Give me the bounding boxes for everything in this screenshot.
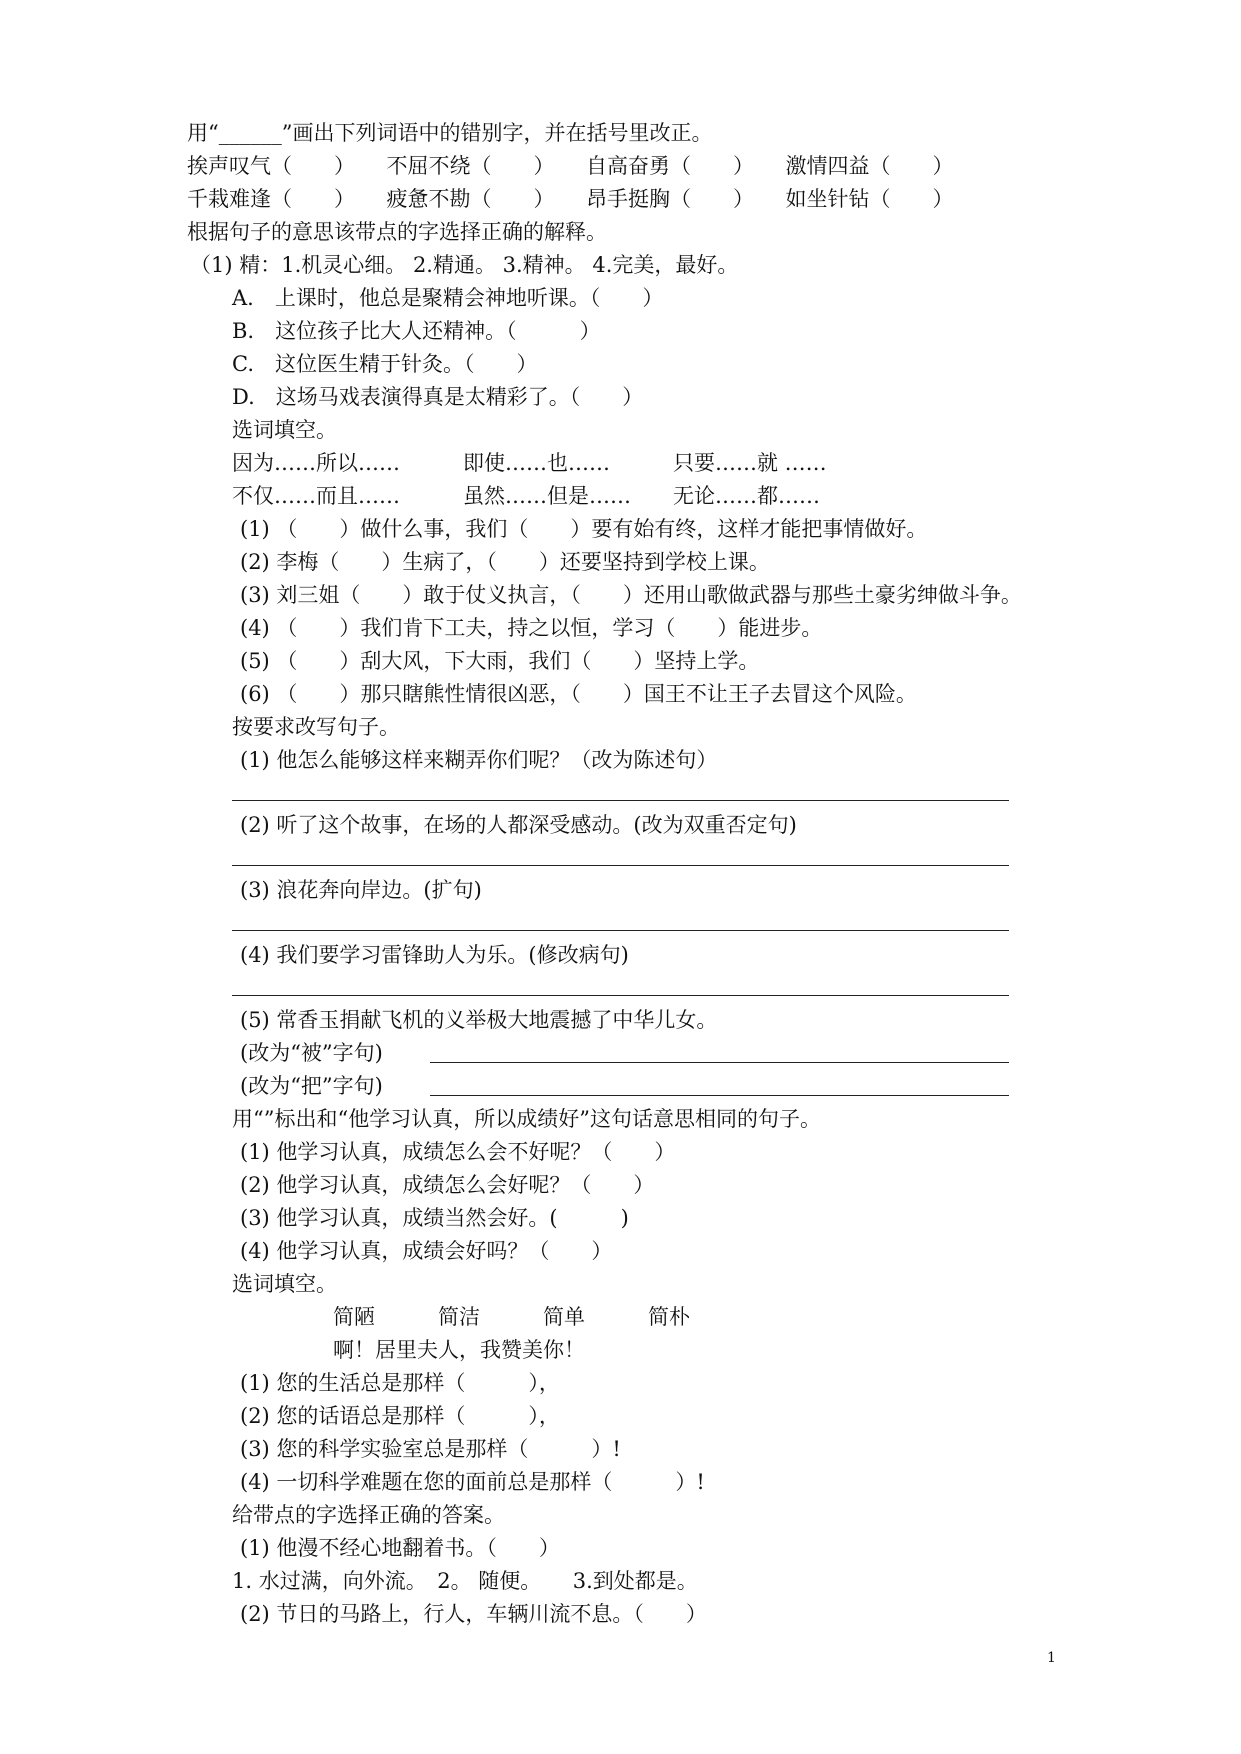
typo-words-row-1: 挨声叹气（ ） 不屈不绕（ ） 自高奋勇（ ） 激情四益（ ） bbox=[187, 154, 954, 178]
rewrite-item-4: (4) 我们要学习雷锋助人为乐。(修改病句) bbox=[240, 943, 629, 967]
instruction-fill-words: 选词填空。 bbox=[232, 418, 337, 442]
poem-item-2: (2) 您的话语总是那样（ ）， bbox=[240, 1404, 560, 1428]
fill-item-5: (5) （ ）刮大风，下大雨，我们（ ）坚持上学。 bbox=[240, 649, 760, 673]
same-meaning-1: (1) 他学习认真，成绩怎么会不好呢？（ ） bbox=[240, 1140, 676, 1164]
dotted-item-1: (1) 他漫不经心地翻着书。（ ） bbox=[240, 1536, 560, 1560]
meaning-option-c: C. 这位医生精于针灸。（ ） bbox=[232, 352, 538, 376]
fill-item-3: (3) 刘三姐（ ）敢于仗义执言，（ ）还用山歌做武器与那些土豪劣绅做斗争。 bbox=[240, 583, 1022, 607]
fill-item-2: (2) 李梅（ ）生病了，（ ）还要坚持到学校上课。 bbox=[240, 550, 770, 574]
instruction-dotted-char: 给带点的字选择正确的答案。 bbox=[232, 1503, 505, 1527]
meaning-definitions: （1) 精：1.机灵心细。 2.精通。 3.精神。 4.完美，最好。 bbox=[190, 253, 739, 277]
answer-line-ba bbox=[430, 1095, 1009, 1096]
instruction-meaning: 根据句子的意思该带点的字选择正确的解释。 bbox=[187, 220, 607, 244]
same-meaning-3: (3) 他学习认真，成绩当然会好。( ) bbox=[240, 1206, 629, 1230]
instruction-rewrite: 按要求改写句子。 bbox=[232, 715, 400, 739]
instruction-same-meaning: 用“”标出和“他学习认真，所以成绩好”这句话意思相同的句子。 bbox=[232, 1107, 821, 1131]
same-meaning-4: (4) 他学习认真，成绩会好吗？（ ） bbox=[240, 1239, 613, 1263]
rewrite-item-3: (3) 浪花奔向岸边。(扩句) bbox=[240, 878, 482, 902]
fill-item-4: (4) （ ）我们肯下工夫，持之以恒，学习（ ）能进步。 bbox=[240, 616, 823, 640]
dotted-item-2: (2) 节日的马路上，行人，车辆川流不息。（ ） bbox=[240, 1602, 707, 1626]
answer-line-2 bbox=[232, 865, 1009, 866]
instruction-typo-correction: 用“______”画出下列词语中的错别字，并在括号里改正。 bbox=[187, 121, 713, 145]
conjunction-options-row-1: 因为……所以…… 即使……也…… 只要……就 …… bbox=[232, 451, 827, 475]
answer-line-4 bbox=[232, 995, 1009, 996]
instruction-fill-words-2: 选词填空。 bbox=[232, 1272, 337, 1296]
answer-line-passive bbox=[430, 1062, 1009, 1063]
conjunction-options-row-2: 不仅……而且…… 虽然……但是…… 无论……都…… bbox=[232, 484, 820, 508]
meaning-option-d: D. 这场马戏表演得真是太精彩了。（ ） bbox=[232, 385, 644, 409]
answer-line-1 bbox=[232, 800, 1009, 801]
rewrite-item-1: (1) 他怎么能够这样来糊弄你们呢？（改为陈述句） bbox=[240, 748, 718, 772]
poem-item-4: (4) 一切科学难题在您的面前总是那样（ ）! bbox=[240, 1470, 705, 1494]
word-options: 简陋 简洁 简单 简朴 bbox=[333, 1305, 690, 1329]
typo-words-row-2: 千栽难逢（ ） 疲惫不勘（ ） 昂手挺胸（ ） 如坐针钻（ ） bbox=[187, 187, 954, 211]
fill-item-6: (6) （ ）那只瞎熊性情很凶恶，（ ）国王不让王子去冒这个风险。 bbox=[240, 682, 917, 706]
page-number: 1 bbox=[1047, 1650, 1056, 1666]
dotted-options: 1. 水过满，向外流。 2。 随便。 3.到处都是。 bbox=[232, 1569, 698, 1593]
rewrite-item-2: (2) 听了这个故事，在场的人都深受感动。(改为双重否定句) bbox=[240, 813, 797, 837]
same-meaning-2: (2) 他学习认真，成绩怎么会好呢？（ ） bbox=[240, 1173, 655, 1197]
poem-item-1: (1) 您的生活总是那样（ ）， bbox=[240, 1371, 560, 1395]
meaning-option-a: A. 上课时，他总是聚精会神地听课。（ ） bbox=[232, 286, 664, 310]
rewrite-item-5: (5) 常香玉捐献飞机的义举极大地震撼了中华儿女。 bbox=[240, 1008, 718, 1032]
fill-item-1: (1) （ ）做什么事，我们（ ）要有始有终，这样才能把事情做好。 bbox=[240, 517, 928, 541]
poem-item-3: (3) 您的科学实验室总是那样（ ）! bbox=[240, 1437, 621, 1461]
answer-line-3 bbox=[232, 930, 1009, 931]
poem-intro: 啊！居里夫人，我赞美你！ bbox=[333, 1338, 585, 1362]
meaning-option-b: B. 这位孩子比大人还精神。（ ） bbox=[232, 319, 601, 343]
rewrite-ba-label: (改为“把”字句) bbox=[240, 1074, 383, 1098]
rewrite-passive-label: (改为“被”字句) bbox=[240, 1041, 383, 1065]
